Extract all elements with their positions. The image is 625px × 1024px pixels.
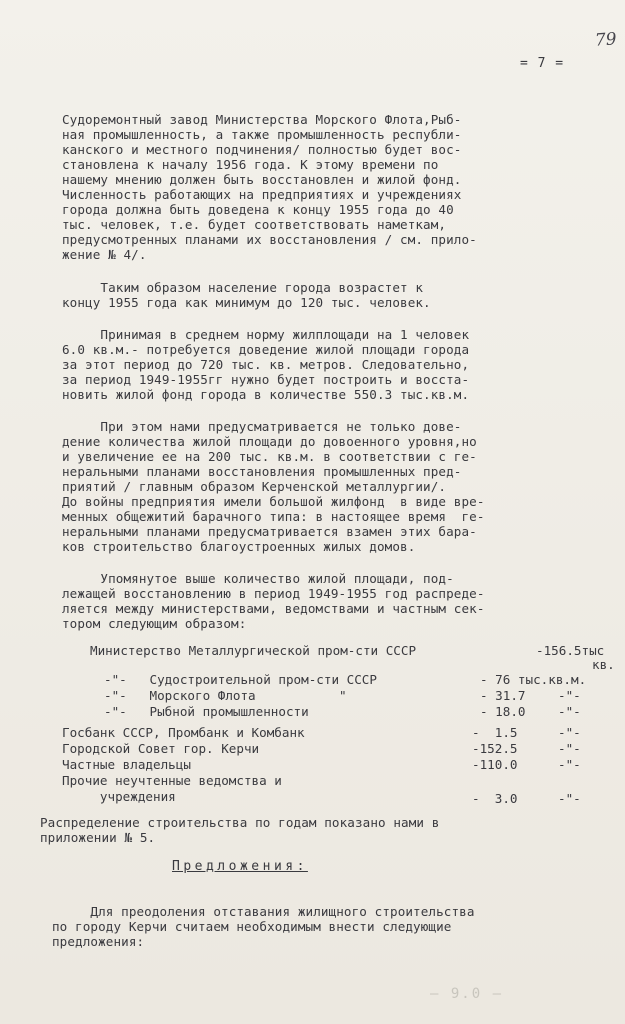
table-row-value: - 76 тыс.кв.м. — [480, 672, 587, 687]
closing-line: Распределение строительства по годам показано нами в — [40, 815, 440, 830]
page-number: = 7 = — [520, 56, 565, 71]
table-row-value: - 18.0 — [480, 704, 526, 719]
table-row-label: Министерство Металлургической пром-сти СССР — [90, 643, 417, 658]
paragraph-1-line: жение № 4/. — [62, 247, 147, 262]
paragraph-1-line: становлена к началу 1956 года. К этому времени по — [62, 157, 439, 172]
paragraph-4-line: менных общежитий барачного типа: в настоящее время ге- — [62, 509, 485, 524]
paragraph-4-line: При этом нами предусматривается не только дове- — [62, 419, 462, 434]
paragraph-1-line: нашему мнению должен быть восстановлен и жилой фонд. — [62, 172, 462, 187]
paragraph-4-line: приятий / главным образом Керченской металлургии/. — [62, 479, 447, 494]
closing-line: приложении № 5. — [40, 830, 156, 845]
paragraph-4-line: неральными планами предусматривается взамен этих бара- — [62, 524, 477, 539]
table-row-unit: -"- — [558, 725, 581, 740]
paragraph-1-line: ная промышленность, а также промышленность республи- — [62, 127, 462, 142]
table-row-label: -"- Судостроительной пром-сти СССР — [104, 672, 377, 687]
paragraph-2-line: Таким образом население города возрастет к — [62, 280, 424, 295]
table-row-unit: -"- — [558, 757, 581, 772]
paragraph-5-line: тором следующим образом: — [62, 616, 247, 631]
table-row-label: Прочие неучтенные ведомства и — [62, 773, 282, 788]
paragraph-2-line: концу 1955 года как минимум до 120 тыс. человек. — [62, 295, 431, 310]
paragraph-1-line: тыс. человек, т.е. будет соответствовать наметкам, — [62, 217, 447, 232]
final-paragraph-line: предложения: — [52, 934, 145, 949]
paragraph-4-line: неральными планами восстановления промышленных пред- — [62, 464, 462, 479]
final-paragraph-line: Для преодоления отставания жилищного строительства — [52, 904, 475, 919]
handwritten-page-number: 79 — [594, 29, 618, 51]
table-row-value: -110.0 — [472, 757, 518, 772]
paragraph-1-line: города должна быть доведена к концу 1955 года до 40 — [62, 202, 454, 217]
table-row-label: учреждения — [62, 789, 176, 804]
paragraph-3-line: 6.0 кв.м.- потребуется доведение жилой площади города — [62, 342, 470, 357]
paragraph-1-line: канского и местного подчинения/ полностью будет вос- — [62, 142, 462, 157]
table-row-label: Частные владельцы — [62, 757, 191, 772]
paragraph-1-line: Судоремонтный завод Министерства Морского Флота,Рыб- — [62, 112, 462, 127]
section-title: Предложения: — [172, 859, 308, 874]
table-row-label: Городской Совет гор. Керчи — [62, 741, 260, 756]
table-row-value: - 31.7 — [480, 688, 526, 703]
paragraph-3-line: за этот период до 720 тыс. кв. метров. Следовательно, — [62, 357, 470, 372]
paragraph-5-line: лежащей восстановлению в период 1949-1955 год распреде- — [62, 586, 485, 601]
paragraph-1-line: предусмотренных планами их восстановления / см. прило- — [62, 232, 477, 247]
table-row-label: -"- Морского Флота " — [104, 688, 347, 703]
table-row-label: Госбанк СССР, Промбанк и Комбанк — [62, 725, 305, 740]
paragraph-5-line: Упомянутое выше количество жилой площади, под- — [62, 571, 454, 586]
paragraph-4-line: и увеличение ее на 200 тыс. кв.м. в соответствии с ге- — [62, 449, 477, 464]
table-row-value: -156.5тыс — [536, 643, 605, 658]
paragraph-3-line: Принимая в среднем норму жилплощади на 1 человек — [62, 327, 470, 342]
paragraph-1-line: Численность работающих на предприятиях и учреждениях — [62, 187, 462, 202]
paragraph-4-line: До войны предприятия имели большой жилфонд в виде вре- — [62, 494, 485, 509]
paragraph-3-line: за период 1949-1955гг нужно будет построить и восста- — [62, 372, 470, 387]
paragraph-4-line: ков строительство благоустроенных жилых домов. — [62, 539, 416, 554]
table-row-label: -"- Рыбной промышленности — [104, 704, 309, 719]
faint-bleed-through-mark: — 9.0 — — [430, 986, 504, 1002]
table-row-unit: -"- — [558, 741, 581, 756]
paragraph-5-line: ляется между министерствами, ведомствами и частным сек- — [62, 601, 485, 616]
final-paragraph-line: по городу Керчи считаем необходимым внести следующие — [52, 919, 452, 934]
paragraph-4-line: дение количества жилой площади до довоенного уровня,но — [62, 434, 477, 449]
table-row-unit: -"- — [558, 791, 581, 806]
table-row-value: - 3.0 — [472, 791, 518, 806]
paragraph-3-line: новить жилой фонд города в количестве 550.3 тыс.кв.м. — [62, 387, 470, 402]
table-row-unit: -"- — [558, 704, 581, 719]
table-row-value: - 1.5 — [472, 725, 518, 740]
table-row-value: -152.5 — [472, 741, 518, 756]
table-row-unit: кв. — [592, 657, 615, 672]
table-row-unit: -"- — [558, 688, 581, 703]
